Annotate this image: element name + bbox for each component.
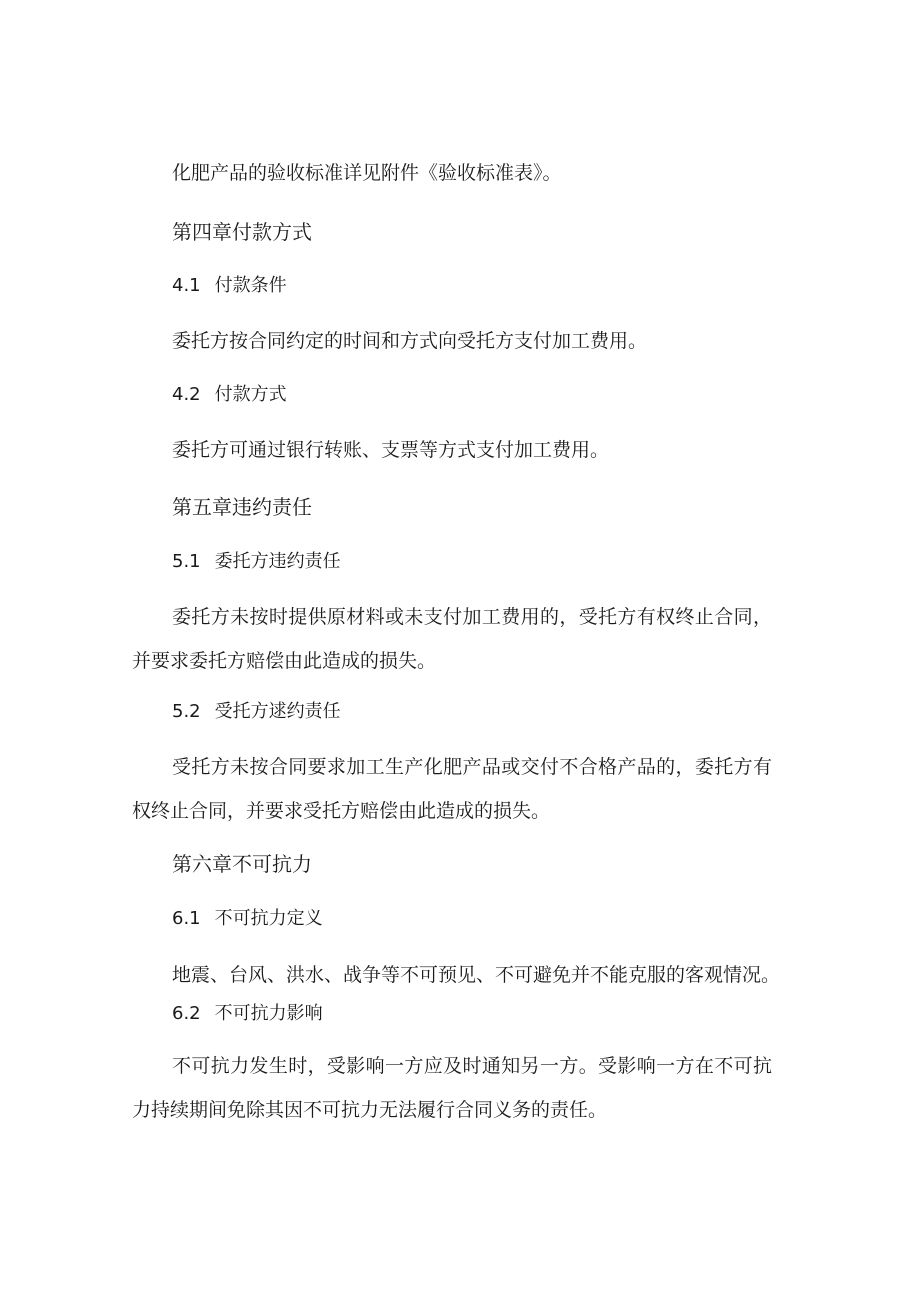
chapter-6-title: 第六章不可抗力 (172, 852, 312, 876)
section-title: 不可抗力定义 (214, 908, 323, 929)
section-number: 6.1 (172, 908, 201, 929)
chapter-5-title: 第五章违约责任 (172, 495, 312, 519)
section-title: 付款条件 (214, 275, 287, 296)
acceptance-paragraph: 化肥产品的验收标准详见附件《验收标准表》。 (172, 162, 562, 184)
section-4-1-text: 委托方按合同约定的时间和方式向受托方支付加工费用。 (172, 330, 648, 352)
section-5-2-text: 受托方未按合同要求加工生产化肥产品或交付不合格产品的，委托方有权终止合同，并要求受托方赔偿由此造成的损失。 (132, 756, 772, 822)
section-4-2-text: 委托方可通过银行转账、支票等方式支付加工费用。 (172, 439, 610, 461)
section-6-2-text: 不可抗力发生时，受影响一方应及时通知另一方。受影响一方在不可抗力持续期间免除其因不可抗力无法履行合同义务的责任。 (132, 1055, 772, 1121)
section-title: 受托方逑约责任 (214, 701, 341, 722)
section-title: 付款方式 (214, 384, 287, 405)
section-6-1-text: 地震、台风、洪水、战争等不可预见、不可避免并不能克服的客观情况。 (172, 964, 781, 986)
section-4-1-heading (172, 274, 287, 298)
section-5-2-heading (172, 700, 341, 724)
section-5-1-heading (172, 550, 341, 574)
section-5-1-text: 委托方未按时提供原材料或未支付加工费用的，受托方有权终止合同，并要求委托方赔偿由此造成的损失。 (132, 606, 772, 672)
chapter-4-title: 第四章付款方式 (172, 220, 312, 244)
section-6-2-heading (172, 1002, 323, 1026)
section-6-1-heading (172, 907, 323, 931)
section-number: 4.1 (172, 275, 201, 296)
section-number: 5.2 (172, 701, 201, 722)
section-number: 6.2 (172, 1003, 201, 1024)
section-4-2-heading (172, 383, 287, 407)
section-title: 委托方违约责任 (214, 551, 341, 572)
section-number: 4.2 (172, 384, 201, 405)
section-title: 不可抗力影响 (214, 1003, 323, 1024)
section-number: 5.1 (172, 551, 201, 572)
